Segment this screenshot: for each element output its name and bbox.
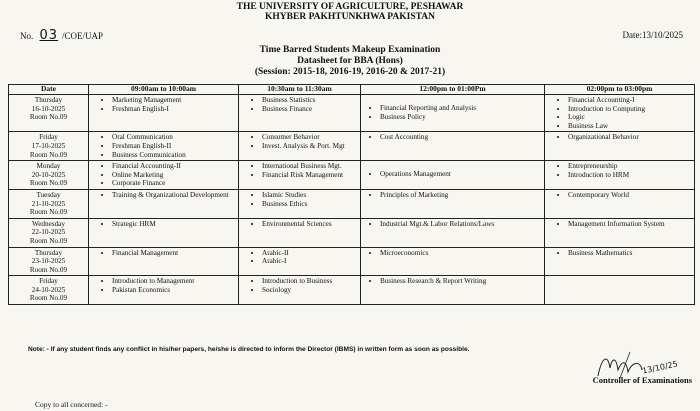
date-day: Thursday: [34, 248, 63, 257]
subject-list: [242, 162, 357, 179]
date-cell: [9, 189, 89, 218]
table-row: [9, 161, 695, 190]
table-row: [9, 95, 695, 132]
subject-list: [92, 96, 235, 113]
subject-list: [548, 249, 691, 258]
subject-list: [242, 96, 357, 113]
date-day: Friday: [39, 133, 58, 142]
list-item: • Industrial Mgt.& Labor Relations/Laws: [380, 220, 541, 229]
subject-list: [548, 220, 691, 229]
col-header: 09:00am to 10:00am: [89, 85, 239, 95]
date-day: Monday: [36, 162, 61, 171]
date-cell: [9, 132, 89, 161]
list-item: • Business Finance: [262, 105, 357, 114]
subject-list: [364, 133, 541, 142]
list-item: • Financial Accounting-II: [112, 162, 235, 171]
datasheet-title: Datasheet for BBA (Hons): [297, 56, 403, 66]
subject-list: [92, 249, 235, 258]
controller-designation: Controller of Examinations: [592, 375, 692, 385]
list-item: • International Business Mgt.: [262, 162, 357, 171]
list-item: • Microeconomics: [380, 249, 541, 258]
slot-cell-4: [545, 276, 695, 305]
subject-list: [242, 277, 357, 294]
date-cell: [9, 95, 89, 132]
subject-list: [242, 249, 357, 266]
ref-suffix: /COE/UAP: [62, 31, 104, 41]
slot-cell-2: [239, 189, 361, 218]
slot-cell-3: [361, 247, 545, 276]
list-item: • Financial Risk Management: [262, 171, 357, 180]
list-item: • Business Mathematics: [568, 249, 691, 258]
list-item: • Freshman English-I: [112, 105, 235, 114]
slot-cell-3: [361, 132, 545, 161]
list-item: • Financial Accounting-I: [568, 96, 691, 105]
list-item: • Cost Accounting: [380, 133, 541, 142]
list-item: • Business Research & Report Writing: [380, 277, 541, 286]
note-text: Note: - If any student finds any conflict in his/her papers, he/she is directed to inform the Director (IBMS) in written form as soon as possible.: [28, 346, 470, 353]
slot-cell-4: [545, 132, 695, 161]
date-room: Room No.09: [29, 236, 68, 245]
slot-cell-1: [89, 218, 239, 247]
signature-date: 13/10/25: [641, 359, 679, 376]
col-header: 02:00pm to 03:00pm: [545, 85, 695, 95]
list-item: • Financial Reporting and Analysis: [380, 104, 541, 113]
slot-cell-2: [239, 276, 361, 305]
subject-list: [242, 191, 357, 208]
list-item: • Introduction to Computing: [568, 105, 691, 114]
list-item: • Business Ethics: [262, 200, 357, 209]
province-name: KHYBER PAKHTUNKHWA PAKISTAN: [265, 12, 435, 22]
list-item: • Corporate Finance: [112, 179, 235, 188]
subject-list: [364, 104, 541, 121]
list-item: • Marketing Management: [112, 96, 235, 105]
list-item: • Arabic-II: [262, 249, 357, 258]
date-room: Room No.09: [29, 113, 68, 122]
list-item: • Introduction to Business: [262, 277, 357, 286]
date-room: Room No.09: [29, 179, 68, 188]
subject-list: [548, 191, 691, 200]
slot-cell-4: [545, 247, 695, 276]
list-item: • Freshman English-II: [112, 142, 235, 151]
col-header: 12:00pm to 01:00Pm: [361, 85, 545, 95]
slot-cell-3: [361, 95, 545, 132]
subject-list: [92, 277, 235, 294]
table-row: [9, 132, 695, 161]
subject-list: [242, 133, 357, 150]
date-cell: [9, 161, 89, 190]
session-title: (Session: 2015-18, 2016-19, 2016-20 & 2017-21): [254, 67, 446, 77]
slot-cell-4: [545, 95, 695, 132]
ref-number: 03: [39, 28, 59, 43]
slot-cell-2: [239, 247, 361, 276]
slot-cell-1: [89, 132, 239, 161]
date-room: Room No.09: [29, 294, 68, 303]
datesheet-table: [8, 84, 695, 305]
date-date: 16-10-2025: [31, 104, 66, 113]
list-item: • Strategic HRM: [112, 220, 235, 229]
list-item: • Business Statistics: [262, 96, 357, 105]
copy-to-line: Copy to all concerned: -: [35, 400, 108, 409]
date-date: 20-10-2025: [31, 170, 66, 179]
table-header-row: [9, 85, 695, 95]
date-cell: [9, 247, 89, 276]
list-item: • Introduction to HRM: [568, 171, 691, 180]
list-item: • Business Policy: [380, 113, 541, 122]
col-header: 10:30am to 11:30am: [239, 85, 361, 95]
slot-cell-1: [89, 161, 239, 190]
subject-list: [92, 162, 235, 188]
slot-cell-4: [545, 189, 695, 218]
slot-cell-3: [361, 189, 545, 218]
slot-cell-1: [89, 247, 239, 276]
date-date: 21-10-2025: [31, 199, 66, 208]
subject-list: [364, 191, 541, 200]
date-day: Wednesday: [32, 219, 65, 228]
list-item: • Arabic-I: [262, 257, 357, 266]
subject-list: [92, 191, 235, 200]
slot-cell-3: [361, 161, 545, 190]
subject-list: [364, 249, 541, 258]
slot-cell-3: [361, 218, 545, 247]
title-block: [0, 45, 700, 78]
list-item: • Introduction to Management: [112, 277, 235, 286]
date-day: Tuesday: [36, 190, 61, 199]
table-row: [9, 276, 695, 305]
list-item: • Financial Management: [112, 249, 235, 258]
slot-cell-4: [545, 161, 695, 190]
list-item: • Entrepreneurship: [568, 162, 691, 171]
list-item: • Management Information System: [568, 220, 691, 229]
slot-cell-1: [89, 276, 239, 305]
slot-cell-1: [89, 95, 239, 132]
list-item: • Environmental Sciences: [262, 220, 357, 229]
reference-number: [20, 28, 103, 43]
subject-list: [548, 162, 691, 179]
issue-date: Date:13/10/2025: [622, 30, 683, 40]
slot-cell-1: [89, 189, 239, 218]
ref-prefix: No.: [20, 31, 34, 41]
date-day: Thursday: [34, 96, 63, 104]
date-cell: [9, 276, 89, 305]
list-item: • Contemporary World: [568, 191, 691, 200]
date-day: Friday: [39, 277, 58, 286]
col-header: Date: [9, 85, 89, 95]
list-item: • Sociology: [262, 286, 357, 295]
date-room: Room No.09: [29, 150, 68, 159]
slot-cell-4: [545, 218, 695, 247]
list-item: • Business Communication: [112, 151, 235, 160]
slot-cell-2: [239, 132, 361, 161]
date-date: 23-10-2025: [31, 257, 66, 266]
subject-list: [364, 277, 541, 286]
subject-list: [92, 133, 235, 159]
slot-cell-2: [239, 95, 361, 132]
date-date: 17-10-2025: [31, 141, 66, 150]
list-item: • Training & Organizational Development: [112, 191, 235, 200]
list-item: • Online Marketing: [112, 171, 235, 180]
list-item: • Consumer Behavior: [262, 133, 357, 142]
slot-cell-2: [239, 161, 361, 190]
list-item: • Operations Management: [380, 170, 541, 179]
subject-list: [92, 220, 235, 229]
subject-list: [548, 133, 691, 142]
subject-list: [364, 170, 541, 179]
list-item: • Oral Communication: [112, 133, 235, 142]
date-room: Room No.09: [29, 265, 68, 274]
date-date: 22-10-2025: [31, 228, 66, 237]
date-date: 24-10-2025: [31, 285, 66, 294]
list-item: • Pakistan Economics: [112, 286, 235, 295]
list-item: • Business Law: [568, 122, 691, 131]
subject-list: [548, 96, 691, 130]
exam-title: Time Barred Students Makeup Examination: [259, 45, 441, 55]
list-item: • Logic: [568, 113, 691, 122]
date-cell: [9, 218, 89, 247]
date-room: Room No.09: [29, 208, 68, 217]
list-item: • Invest. Analysis & Port. Mgt: [262, 142, 357, 151]
slot-cell-2: [239, 218, 361, 247]
table-row: [9, 247, 695, 276]
table-row: [9, 189, 695, 218]
subject-list: [242, 220, 357, 229]
table-row: [9, 218, 695, 247]
list-item: • Islamic Studies: [262, 191, 357, 200]
list-item: • Principles of Marketing: [380, 191, 541, 200]
slot-cell-3: [361, 276, 545, 305]
university-name: THE UNIVERSITY OF AGRICULTURE, PESHAWAR: [236, 2, 464, 12]
list-item: • Organizational Behavior: [568, 133, 691, 142]
subject-list: [364, 220, 541, 229]
